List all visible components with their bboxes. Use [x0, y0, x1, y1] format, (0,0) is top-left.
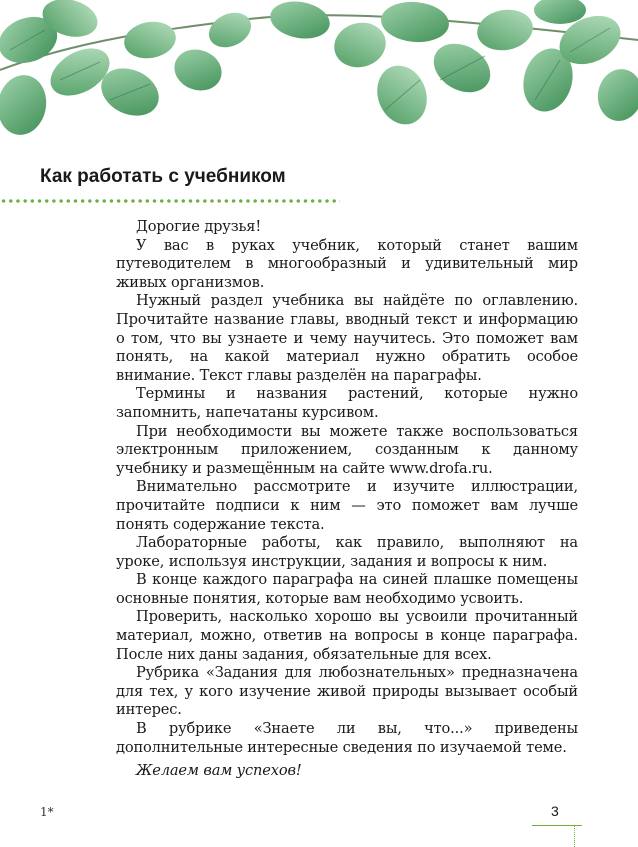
section-title: Как работать с учебником — [40, 166, 286, 187]
paragraph: Термины и названия растений, которые нужно запомнить, напечатаны курсивом. — [116, 385, 578, 421]
closing-line: Желаем вам успехов! — [136, 762, 302, 780]
paragraph: В конце каждого параграфа на синей плашке помещены основные понятия, которые вам необходимо усвоить. — [116, 571, 578, 607]
paragraph: В рубрике «Знаете ли вы, что...» приведены дополнительные интересные сведения по изучаемой теме. — [116, 720, 578, 756]
paragraph-greeting: Дорогие друзья! — [136, 218, 262, 235]
signature-mark: 1* — [40, 805, 54, 819]
leaves-decoration — [0, 0, 638, 150]
paragraph: Проверить, насколько хорошо вы усвоили прочитанный материал, можно, ответив на вопросы в конце параграфа. После них даны задания, обязательные для всех. — [116, 608, 578, 663]
paragraph: Нужный раздел учебника вы найдёте по оглавлению. Прочитайте название главы, вводный текст и информацию о том, что вы узнаете и чему научитесь. Это поможет вам понять, на какой материал нужно обратить особое внимание. Текст главы разделён на параграфы. — [116, 292, 578, 384]
paragraph: У вас в руках учебник, который станет вашим путеводителем в многообразный и удивительный мир живых организмов. — [116, 236, 578, 291]
paragraph: Рубрика «Задания для любознательных» предназначена для тех, у кого изучение живой природы вызывает особый интерес. — [116, 664, 578, 719]
paragraph: При необходимости вы можете также воспользоваться электронным приложением, созданным к данному учебнику и размещённым на сайте www.drofa.ru. — [116, 422, 578, 477]
page-number-tick — [574, 826, 575, 847]
page-number: 3 — [551, 803, 559, 819]
body-text — [116, 218, 578, 781]
dotted-divider — [0, 198, 340, 204]
paragraph: Лабораторные работы, как правило, выполняют на уроке, используя инструкции, задания и вопросы к ним. — [116, 534, 578, 570]
paragraph: Внимательно рассмотрите и изучите иллюстрации, прочитайте подписи к ним — это поможет вам лучше понять содержание текста. — [116, 478, 578, 533]
